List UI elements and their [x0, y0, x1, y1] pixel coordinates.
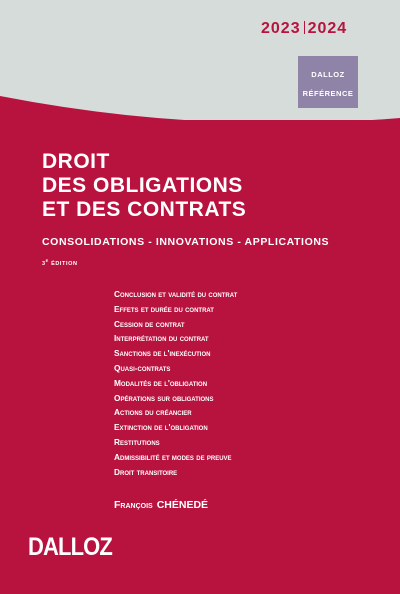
topic-item: Opérations sur obligations — [114, 392, 214, 403]
title-line-2: DES OBLIGATIONS — [42, 174, 243, 197]
author-last-name: CHÉNEDÉ — [156, 499, 209, 511]
topic-item: Actions du créancier — [114, 407, 192, 418]
topic-item: Modalités de l'obligation — [114, 377, 208, 388]
topic-item: Effets et durée du contrat — [114, 303, 214, 314]
topic-item: Interprétation du contrat — [114, 333, 209, 344]
edition-number: 3 — [42, 260, 46, 267]
badge-line-2: RÉFÉRENCE — [302, 89, 354, 98]
edition-years — [261, 20, 347, 38]
edition-text: ÉDITION — [51, 260, 78, 267]
topic-item: Conclusion et validité du contrat — [114, 289, 238, 299]
topic-item: Droit transitoire — [114, 466, 178, 477]
book-subtitle: CONSOLIDATIONS - INNOVATIONS - APPLICATIONS — [42, 236, 330, 248]
topic-item: Restitutions — [114, 436, 160, 447]
year-start: 2023 — [261, 20, 301, 37]
topic-item: Sanctions de l'inexécution — [114, 348, 211, 359]
edition-label — [42, 258, 78, 267]
year-separator — [304, 21, 305, 34]
book-title — [42, 150, 246, 222]
topic-item: Extinction de l'obligation — [114, 422, 208, 433]
topic-item: Quasi-contrats — [114, 362, 171, 373]
collection-badge — [298, 56, 358, 108]
year-end: 2024 — [307, 20, 348, 37]
title-line-1: DROIT — [42, 150, 110, 173]
topic-item: Admissibilité et modes de preuve — [114, 451, 232, 462]
dalloz-logo: DALLOZ — [28, 533, 112, 561]
topic-item: Cession de contrat — [114, 318, 185, 329]
author-first-name: François — [114, 499, 153, 511]
badge-line-1: DALLOZ — [311, 70, 345, 79]
author-name — [114, 499, 208, 511]
edition-suffix: E — [45, 258, 49, 263]
topics-list — [114, 287, 237, 479]
title-line-3: ET DES CONTRATS — [42, 198, 247, 221]
